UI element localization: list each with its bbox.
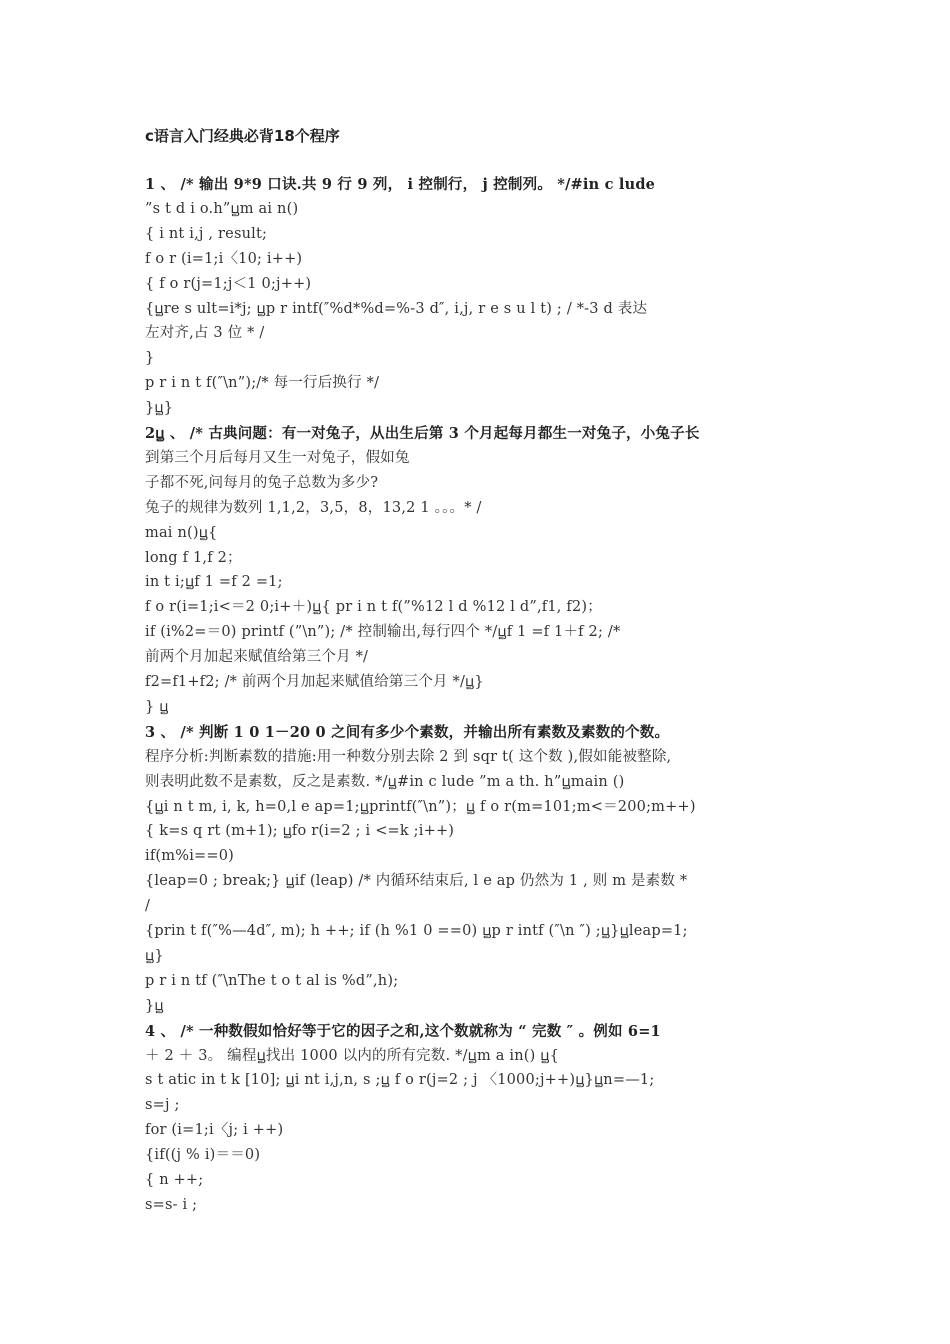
document-line: ”s t d i o.h”ꚏm ai n() xyxy=(145,200,299,217)
document-line: { k=s q rt (m+1); ꚏfo r(i=2 ; i <=k ;i++) xyxy=(145,823,455,840)
document-line: {prin t f(″%—4d″, m); h ++; if (h %1 0 ==0) ꚏp r intf (″\n ″) ;ꚏ}ꚏleap=1; xyxy=(145,923,688,939)
document-line: s=s- i ; xyxy=(145,1196,198,1213)
document-line: mai n()ꚏ{ xyxy=(145,524,218,541)
document-line: {leap=0 ; break;} ꚏif (leap) /* 内循环结束后, l e ap 仍然为 1 , 则 m 是素数 * xyxy=(145,873,688,890)
document-line: 3 、 /* 判断 1 0 1－20 0 之间有多少个素数，并输出所有素数及素数的个数。 xyxy=(145,723,670,741)
document-line: {if((j % i)＝＝0) xyxy=(145,1147,261,1164)
document-line: ꚏ} xyxy=(145,947,164,964)
document-line: if(m%i==0) xyxy=(145,848,235,865)
document-line: s t atic in t k [10]; ꚏi nt i,j,n, s ;ꚏ f o r(j=2 ; j 〈1000;j++)ꚏ}ꚏn=—1; xyxy=(145,1072,655,1089)
document-line: for (i=1;i〈j; i ++) xyxy=(145,1122,284,1139)
document-line: }ꚏ xyxy=(145,997,164,1014)
document-line: 子都不死,问每月的兔子总数为多少? xyxy=(145,474,379,491)
document-line: 1 、 /* 输出 9*9 口诀.共 9 行 9 列， i 控制行， j 控制列。 */#in c lude xyxy=(145,176,656,193)
document-line: {ꚏi n t m, i, k, h=0,l e ap=1;ꚏprintf(″\n”)；ꚏ f o r(m=101;m<＝200;m++) xyxy=(145,798,696,815)
document-line: f2=f1+f2; /* 前两个月加起来赋值给第三个月 */ꚏ} xyxy=(145,674,484,690)
document-line: 则表明此数不是素数，反之是素数. */ꚏ#in c lude ”m a th. h”ꚏmain () xyxy=(145,773,625,790)
document-line: if (i%2=＝0) printf (”\n”); /* 控制输出,每行四个 */ꚏf 1 =f 1＋f 2; /* xyxy=(145,624,621,641)
document-line: { i nt i,j , result; xyxy=(145,225,268,242)
document-line: 前两个月加起来赋值给第三个月 */ xyxy=(145,649,369,666)
document-line: 兔子的规律为数列 1,1,2，3,5，8，13,2 1 。。。* / xyxy=(145,499,482,516)
document-line: s=j ; xyxy=(145,1097,180,1114)
document-line: 左对齐,占 3 位 * / xyxy=(145,325,265,342)
document-line: } ꚏ xyxy=(145,698,169,715)
document-line: long f 1,f 2； xyxy=(145,549,242,566)
document-line: f o r (i=1;i〈10; i++) xyxy=(145,250,303,267)
document-line: p r i n t f(″\n”);/* 每一行后换行 */ xyxy=(145,375,380,392)
document-line: ＋ 2 ＋ 3。 编程ꚏ找出 1000 以内的所有完数. */ꚏm a in() ꚏ{ xyxy=(145,1047,560,1064)
document-line: { f o r(j=1;j＜1 0;j++) xyxy=(145,275,312,292)
document-line: 2ꚏ 、 /* 古典问题：有一对兔子，从出生后第 3 个月起每月都生一对兔子，小兔子长 xyxy=(145,425,700,442)
document-line: {ꚏre s ult=i*j; ꚏp r intf(″%d*%d=%-3 d″, i,j, r e s u l t) ; / *-3 d 表达 xyxy=(145,300,648,317)
document-title: c语言入门经典必背18个程序 xyxy=(145,127,340,145)
document-line: in t i;ꚏf 1 =f 2 =1; xyxy=(145,574,283,591)
document-line: } xyxy=(145,350,155,367)
document-line: }ꚏ} xyxy=(145,400,174,417)
document-line: p r i n tf (″\nThe t o t al is %d”,h); xyxy=(145,972,399,989)
document-line: 4 、 /* 一种数假如恰好等于它的因子之和,这个数就称为 “ 完数 ″ 。例如 6=1 xyxy=(145,1022,661,1040)
document-line: 程序分析:判断素数的措施:用一种数分别去除 2 到 sqr t( 这个数 ),假如能被整除, xyxy=(145,748,672,765)
document-line: f o r(i=1;i<＝2 0;i+＋)ꚏ{ pr i n t f(”%12 l d %12 l d”,f1, f2)； xyxy=(145,599,602,616)
document-line: / xyxy=(145,898,151,915)
document-line: 到第三个月后每月又生一对兔子，假如兔 xyxy=(145,449,410,466)
document-line: { n ++; xyxy=(145,1172,204,1188)
